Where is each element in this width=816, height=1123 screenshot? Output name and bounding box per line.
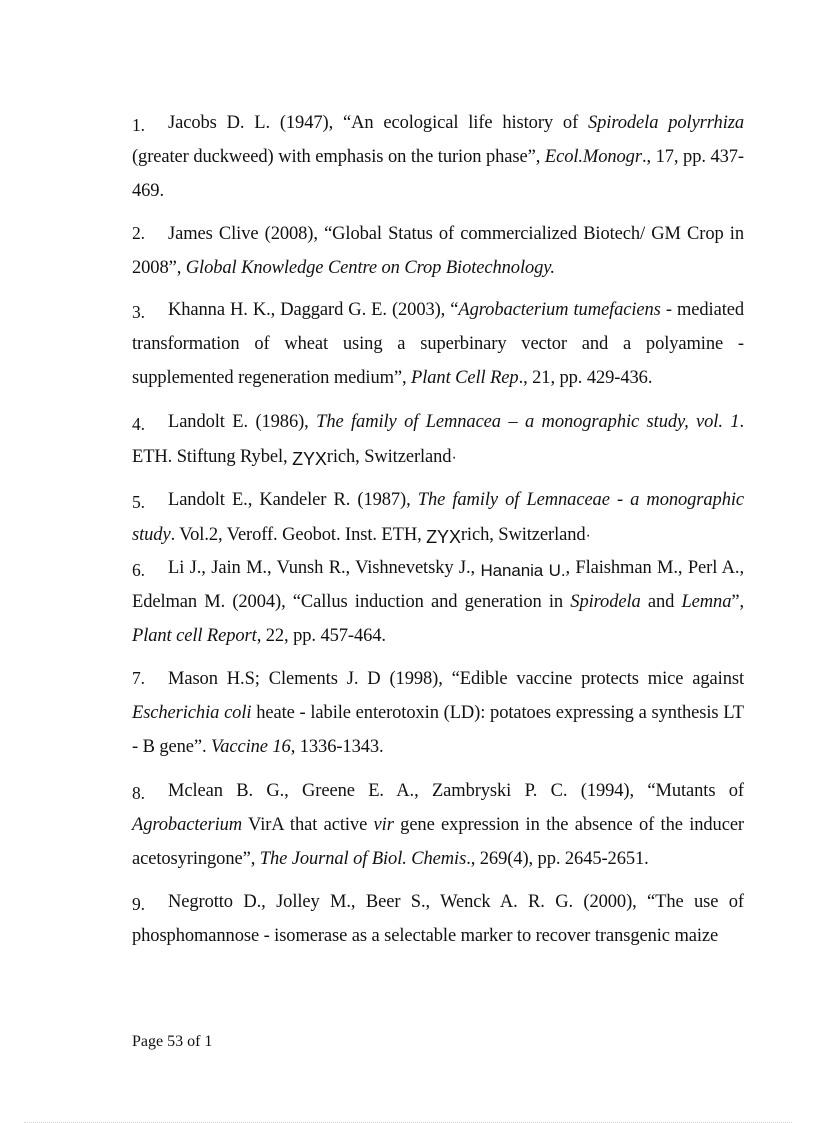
reference-text: ., 17, pp. 437-469. (132, 147, 744, 201)
reference-italic: Lemna (681, 592, 732, 612)
reference-text: , 1336-1343. (290, 737, 384, 757)
reference-text: , Flaishman M., Perl A., Edelman M. (2004), “Callus induction and generation in (132, 558, 744, 612)
reference-italic: Agrobacterium tumefaciens (458, 300, 661, 320)
reference-text: Jacobs D. L. (1947), “An ecological life history of (168, 113, 588, 133)
reference-text: ., 269(4), pp. 2645-2651. (466, 849, 649, 869)
reference-italic: Spirodela (570, 592, 641, 612)
journal-name: Plant cell Report (132, 626, 257, 646)
reference-italic: vir (373, 815, 394, 835)
reference-text: Negrotto D., Jolley M., Beer S., Wenck A. R. G. (2000), “The use of phosphomannose - isomerase as a selectable marker to recover transgenic maize (132, 892, 744, 946)
reference-number: 5. (132, 492, 145, 512)
reference-4 (132, 404, 744, 475)
journal-name: Global Knowledge Centre on Crop Biotechnology. (185, 258, 555, 278)
reference-8 (132, 773, 744, 876)
reference-text: ”, (731, 592, 744, 612)
reference-text: gene expression in the absence of the inducer acetosyringone”, (132, 815, 744, 869)
reference-3 (132, 292, 744, 395)
reference-italic: Agrobacterium (132, 815, 243, 835)
reference-text: (greater duckweed) with emphasis on the turion phase”, (132, 147, 545, 167)
book-title: The family of Lemnacea – a monographic study, vol. 1 (316, 412, 740, 432)
reference-2 (132, 216, 744, 285)
reference-text: . Vol.2, Veroff. Geobot. Inst. ETH, (170, 525, 427, 545)
reference-text: Khanna H. K., Daggard G. E. (2003), “ (168, 300, 459, 320)
reference-number: 6. (132, 560, 145, 580)
reference-text: Mason H.S; Clements J. D (1998), “Edible vaccine protects mice against (168, 669, 744, 689)
reference-text: and (640, 592, 682, 612)
reference-text: . ETH. Stiftung Rybel, (132, 412, 744, 467)
page-footer: Page 53 of 1 (132, 1033, 213, 1050)
author-name: Hanania U. (480, 561, 566, 580)
reference-1 (132, 105, 744, 208)
reference-dot: · (451, 449, 457, 466)
reference-text: rich, Switzerland (460, 525, 586, 545)
reference-text: ., 21, pp. 429-436. (518, 368, 653, 388)
reference-text: Landolt E., Kandeler R. (1987), (168, 490, 418, 510)
journal-name: Plant Cell Rep (411, 368, 519, 388)
reference-7 (132, 661, 744, 764)
reference-italic: Escherichia coli (132, 703, 252, 723)
reference-number: 2. (132, 223, 145, 243)
reference-9 (132, 884, 744, 953)
city-prefix: ZYX (292, 449, 327, 469)
reference-number: 7. (132, 668, 145, 688)
reference-text: Li J., Jain M., Vunsh R., Vishnevetsky J., (168, 558, 481, 578)
reference-italic: Spirodela polyrrhiza (588, 113, 744, 133)
journal-name: The Journal of Biol. Chemis (259, 849, 467, 869)
reference-text: VirA that active (242, 815, 374, 835)
reference-text: Mclean B. G., Greene E. A., Zambryski P. C. (1994), “Mutants of (168, 781, 744, 801)
reference-number: 3. (132, 302, 145, 322)
reference-text: , 22, pp. 457-464. (256, 626, 386, 646)
reference-text: heate - labile enterotoxin (LD): potatoes expressing a synthesis LT - B gene”. (132, 703, 744, 757)
reference-number: 1. (132, 115, 145, 135)
city-prefix: ZYX (426, 527, 461, 547)
book-title: The family of Lemnaceae - a monographic study (132, 490, 744, 545)
reference-text: rich, Switzerland (326, 447, 452, 467)
journal-name: Vaccine 16 (211, 737, 291, 757)
journal-name: Ecol.Monogr (544, 147, 642, 167)
reference-number: 9. (132, 894, 145, 914)
reference-dot: · (585, 527, 591, 544)
reference-5 (132, 482, 744, 553)
reference-text: Landolt E. (1986), (168, 412, 317, 432)
reference-6 (132, 550, 744, 653)
reference-text: - mediated transformation of wheat using a superbinary vector and a polyamine - supplemented regeneration medium”, (132, 300, 744, 388)
reference-text: James Clive (2008), “Global Status of commercialized Biotech/ GM Crop in 2008”, (132, 224, 744, 278)
reference-number: 4. (132, 414, 145, 434)
reference-number: 8. (132, 783, 145, 803)
